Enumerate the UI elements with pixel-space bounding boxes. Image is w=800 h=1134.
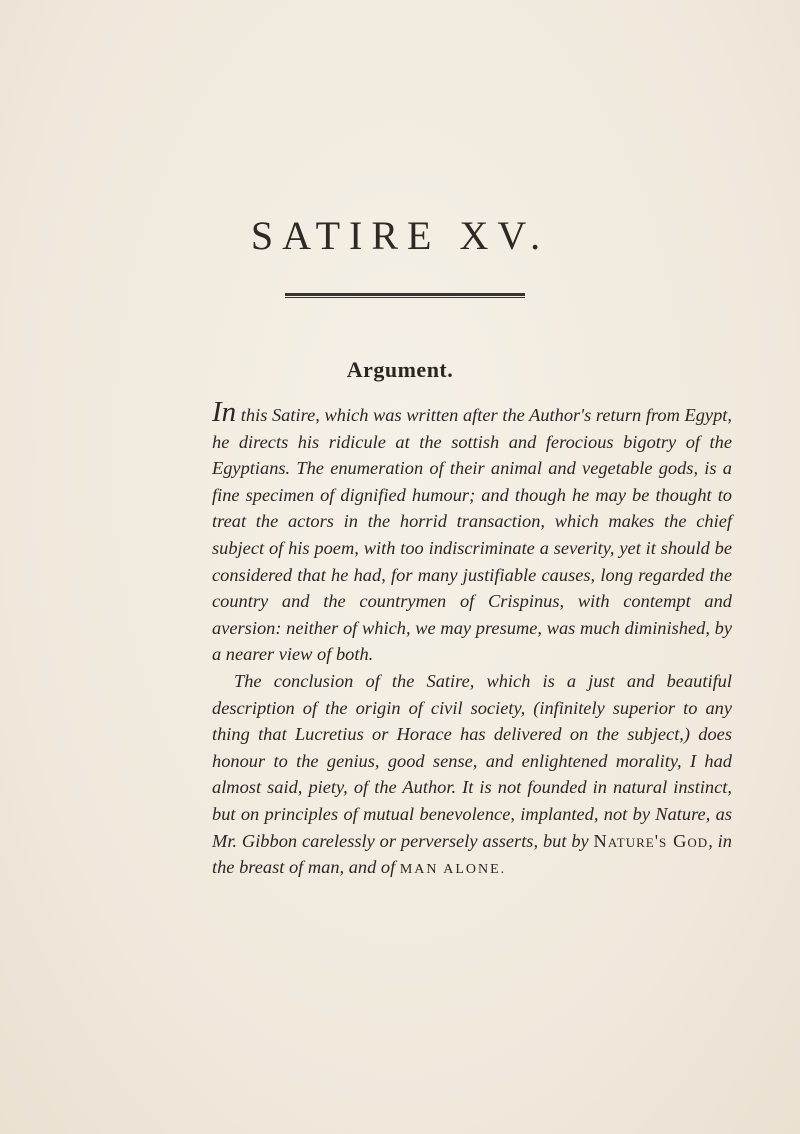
page-title: SATIRE XV. [250, 213, 550, 258]
paragraph-2-text-b: , in the breast of man, and of [212, 830, 732, 878]
man-alone-caps: MAN ALONE. [399, 862, 507, 878]
title-rule-divider [285, 293, 525, 298]
natures-god-smallcaps: Nature's God [593, 830, 709, 851]
argument-paragraph-2 [212, 668, 732, 884]
initial-word: In [212, 396, 237, 428]
argument-paragraph-1 [212, 396, 732, 668]
argument-heading: Argument. [346, 357, 454, 382]
paragraph-1-text: this Satire, which was written after the Author's return from Egypt, he directs his ridicule at the sottish and ferocious bigotry of the Egyptians. The enumeration of their animal and vegetable gods, is a fine specimen of dignified humour; and though he may be thought to treat the actors in the horrid transaction, which makes the chief subject of his poem, with too indiscriminate a severity, yet it should be considered that he had, for many justifiable causes, long regarded the country and the countrymen of Crispinus, with contempt and aversion: neither of which, we may presume, was much diminished, by a nearer view of both. [212, 405, 732, 665]
argument-body [212, 396, 732, 884]
paragraph-2-text-a: The conclusion of the Satire, which is a just and beautiful description of the origin of civil society, (infinitely superior to any thing that Lucretius or Horace has delivered on the subject,) does honour to the genius, good sense, and enlightened morality, I had almost said, piety, of the Author. It is not founded in natural instinct, but on principles of mutual benevolence, implanted, not by Nature, as Mr. Gibbon carelessly or perversely asserts, but by [212, 670, 732, 851]
